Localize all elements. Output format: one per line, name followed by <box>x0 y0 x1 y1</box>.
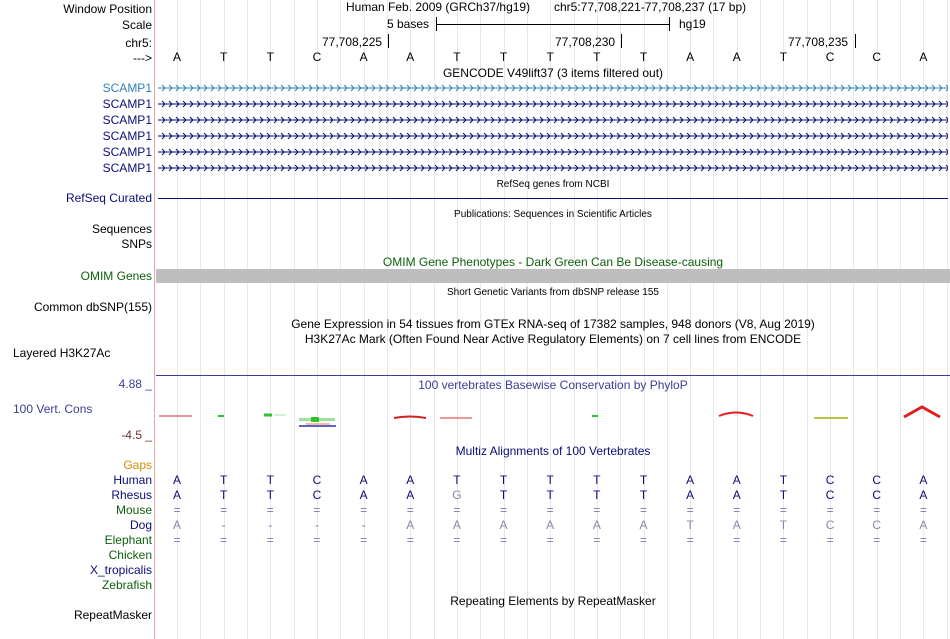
dbsnp-track-title[interactable]: Short Genetic Variants from dbSNP release 155 <box>447 287 659 298</box>
alignment-base: = <box>639 503 647 517</box>
h3k27ac-track-title[interactable]: H3K27Ac Mark (Often Found Near Active Regulatory Elements) on 7 cell lines from ENCODE <box>304 332 802 346</box>
alignment-base: = <box>453 533 461 547</box>
alignment-base: C <box>825 473 835 487</box>
alignment-base: T <box>686 518 694 532</box>
alignment-base: T <box>219 473 228 487</box>
alignment-base: = <box>593 503 601 517</box>
omim-track-title[interactable]: OMIM Gene Phenotypes - Dark Green Can Be Disease-causing <box>382 255 724 269</box>
base-letter: T <box>593 50 601 64</box>
base-letter: A <box>686 50 695 64</box>
alignment-base: C <box>872 518 882 532</box>
base-letter: C <box>312 50 322 64</box>
conservation-max-value: 4.88 _ <box>118 377 152 391</box>
alignment-base: = <box>360 533 368 547</box>
scale-text: 5 bases <box>387 17 430 31</box>
alignment-base: T <box>453 473 461 487</box>
gencode-item-label[interactable]: SCAMP1 <box>102 161 152 175</box>
alignment-base: = <box>500 533 508 547</box>
alignment-base: A <box>686 488 695 502</box>
alignment-base: T <box>499 473 508 487</box>
base-letter: T <box>453 50 461 64</box>
alignment-base: = <box>826 503 834 517</box>
alignment-base: = <box>220 533 228 547</box>
alignment-base: C <box>872 473 882 487</box>
species-label[interactable]: Human <box>113 473 152 487</box>
species-label[interactable]: Zebrafish <box>101 578 152 592</box>
gencode-transcript[interactable] <box>158 163 948 173</box>
alignment-base: T <box>499 488 508 502</box>
ruler-position-1: 77,708,225 <box>322 35 383 49</box>
alignment-base: T <box>266 473 274 487</box>
base-letter: T <box>546 50 554 64</box>
base-letter: A <box>359 50 368 64</box>
alignment-base: T <box>546 473 554 487</box>
ruler-position-2: 77,708,230 <box>555 35 616 49</box>
alignment-base: = <box>733 503 741 517</box>
alignment-base: = <box>733 533 741 547</box>
species-label[interactable]: Rhesus <box>111 488 152 502</box>
alignment-base: A <box>639 518 648 532</box>
alignment-base: T <box>593 473 601 487</box>
base-letter: T <box>219 50 228 64</box>
alignment-base: A <box>686 473 695 487</box>
alignment-base: A <box>406 473 415 487</box>
conservation-bar <box>311 417 319 422</box>
chr-label: chr5: <box>125 36 152 50</box>
alignment-base: = <box>360 503 368 517</box>
gencode-item-label[interactable]: SCAMP1 <box>102 145 152 159</box>
alignment-base: = <box>546 533 554 547</box>
refseq-track-label[interactable]: RefSeq Curated <box>65 191 152 205</box>
ruler-position-3: 77,708,235 <box>788 35 849 49</box>
species-label[interactable]: Dog <box>129 518 152 532</box>
alignment-base: = <box>500 503 508 517</box>
alignment-base: = <box>173 503 181 517</box>
base-letter: A <box>919 50 928 64</box>
alignment-base: = <box>313 503 321 517</box>
alignment-base: - <box>221 518 226 532</box>
refseq-track-title[interactable]: RefSeq genes from NCBI <box>496 179 610 190</box>
scale-bar-left-tick <box>436 17 437 31</box>
alignment-base: T <box>266 488 274 502</box>
snps-track-label[interactable]: SNPs <box>121 237 152 251</box>
alignment-base: A <box>732 488 741 502</box>
dbsnp-track-label[interactable]: Common dbSNP(155) <box>33 300 152 314</box>
species-label[interactable]: Mouse <box>115 503 152 517</box>
h3k27ac-baseline <box>156 375 950 376</box>
alignment-base: = <box>266 503 274 517</box>
assembly-name: Human Feb. 2009 (GRCh37/hg19) <box>346 0 531 14</box>
alignment-base: T <box>546 488 554 502</box>
base-letter: T <box>639 50 648 64</box>
scale-bar <box>436 24 670 25</box>
ruler-tick-2 <box>621 34 622 48</box>
alignment-base: = <box>826 533 834 547</box>
alignment-base: = <box>546 503 554 517</box>
alignment-base: A <box>406 488 415 502</box>
alignment-base: T <box>779 488 788 502</box>
conservation-min-value: -4.5 _ <box>121 428 152 442</box>
refseq-feature-line[interactable] <box>158 198 948 199</box>
alignment-base: C <box>825 518 835 532</box>
alignment-base: A <box>499 518 508 532</box>
alignment-base: T <box>219 488 228 502</box>
alignment-base: = <box>686 533 694 547</box>
alignment-base: - <box>268 518 273 532</box>
gencode-item-label[interactable]: SCAMP1 <box>102 81 152 95</box>
alignment-base: C <box>872 488 882 502</box>
alignment-base: A <box>592 518 601 532</box>
alignment-base: A <box>452 518 461 532</box>
base-letter: A <box>172 50 181 64</box>
alignment-base: C <box>312 473 322 487</box>
h3k27ac-track-label[interactable]: Layered H3K27Ac <box>13 346 111 360</box>
scale-label: Scale <box>121 18 152 32</box>
base-letter: C <box>825 50 835 64</box>
alignment-base: T <box>779 518 788 532</box>
conservation-track-label[interactable]: 100 Vert. Cons <box>13 402 93 416</box>
alignment-base: = <box>919 503 927 517</box>
gencode-transcript[interactable] <box>158 115 948 125</box>
alignment-base: A <box>919 518 928 532</box>
conservation-signal[interactable] <box>156 400 950 434</box>
alignment-base: = <box>406 503 414 517</box>
alignment-base: = <box>173 533 181 547</box>
base-letter: A <box>406 50 415 64</box>
gencode-transcript[interactable] <box>158 83 948 93</box>
alignment-base: A <box>919 473 928 487</box>
alignment-base: = <box>313 533 321 547</box>
repeatmasker-track-title[interactable]: Repeating Elements by RepeatMasker <box>450 594 656 608</box>
alignment-base: = <box>220 503 228 517</box>
alignment-base: = <box>873 533 881 547</box>
base-letter: T <box>499 50 508 64</box>
species-label[interactable]: X_tropicalis <box>89 563 152 577</box>
base-letter: T <box>779 50 788 64</box>
alignment-base: = <box>919 533 927 547</box>
alignment-base: = <box>406 533 414 547</box>
gencode-item-label[interactable]: SCAMP1 <box>102 97 152 111</box>
ruler-tick-1 <box>388 34 389 48</box>
alignment-base: = <box>779 533 787 547</box>
alignment-base: T <box>593 488 601 502</box>
publications-track-label[interactable]: Sequences <box>91 222 152 236</box>
alignment-base: = <box>779 503 787 517</box>
alignment-base: A <box>546 518 555 532</box>
publications-track-title[interactable]: Publications: Sequences in Scientific Articles <box>454 209 652 220</box>
strand-arrow-label: ---> <box>133 51 152 65</box>
conservation-bar <box>904 407 940 417</box>
base-letter: T <box>266 50 274 64</box>
gtex-track-title[interactable]: Gene Expression in 54 tissues from GTEx RNA-seq of 17382 samples, 948 donors (V8, Aug 2019) <box>291 317 815 331</box>
alignment-base: A <box>172 473 181 487</box>
gencode-transcript[interactable] <box>158 147 948 157</box>
gencode-track-title[interactable]: GENCODE V49lift37 (3 items filtered out) <box>442 66 664 80</box>
gencode-item-label[interactable]: SCAMP1 <box>102 129 152 143</box>
alignment-base: - <box>361 518 366 532</box>
repeatmasker-track-label[interactable]: RepeatMasker <box>73 608 152 622</box>
window-coordinates[interactable]: chr5:77,708,221-77,708,237 (17 bp) <box>554 0 747 14</box>
gencode-transcript[interactable] <box>158 131 948 141</box>
alignment-base: A <box>732 473 741 487</box>
alignment-base: C <box>825 488 835 502</box>
species-label[interactable]: Chicken <box>108 548 152 562</box>
alignment-base: T <box>639 488 648 502</box>
scale-db: hg19 <box>679 17 706 31</box>
alignment-base: A <box>359 473 368 487</box>
alignment-base: A <box>172 518 181 532</box>
alignment-base: T <box>779 473 788 487</box>
base-letter: A <box>732 50 741 64</box>
alignment-base: = <box>686 503 694 517</box>
alignment-base: = <box>453 503 461 517</box>
omim-feature-bar[interactable] <box>156 269 950 283</box>
alignment-base: A <box>172 488 181 502</box>
alignment-base: G <box>452 488 462 502</box>
species-label[interactable]: Elephant <box>104 533 152 547</box>
alignment-base: C <box>312 488 322 502</box>
omim-track-label[interactable]: OMIM Genes <box>80 269 152 283</box>
conservation-bar <box>394 417 426 419</box>
ruler-tick-3 <box>855 34 856 48</box>
alignment-base: A <box>919 488 928 502</box>
multiz-track-title[interactable]: Multiz Alignments of 100 Vertebrates <box>455 444 651 458</box>
alignment-base: A <box>406 518 415 532</box>
gaps-track-label[interactable]: Gaps <box>123 458 152 472</box>
alignment-base: = <box>266 533 274 547</box>
alignment-base: T <box>639 473 648 487</box>
conservation-bar <box>719 413 753 417</box>
gencode-transcript[interactable] <box>158 99 948 109</box>
alignment-base: A <box>359 488 368 502</box>
scale-bar-right-tick <box>669 17 670 31</box>
base-letter: C <box>872 50 882 64</box>
conservation-track-title[interactable]: 100 vertebrates Basewise Conservation by PhyloP <box>418 378 688 392</box>
alignment-base: = <box>873 503 881 517</box>
alignment-base: = <box>593 533 601 547</box>
alignment-base: - <box>314 518 319 532</box>
alignment-base: A <box>732 518 741 532</box>
alignment-base: = <box>639 533 647 547</box>
window-position-label: Window Position <box>63 2 152 16</box>
gencode-item-label[interactable]: SCAMP1 <box>102 113 152 127</box>
